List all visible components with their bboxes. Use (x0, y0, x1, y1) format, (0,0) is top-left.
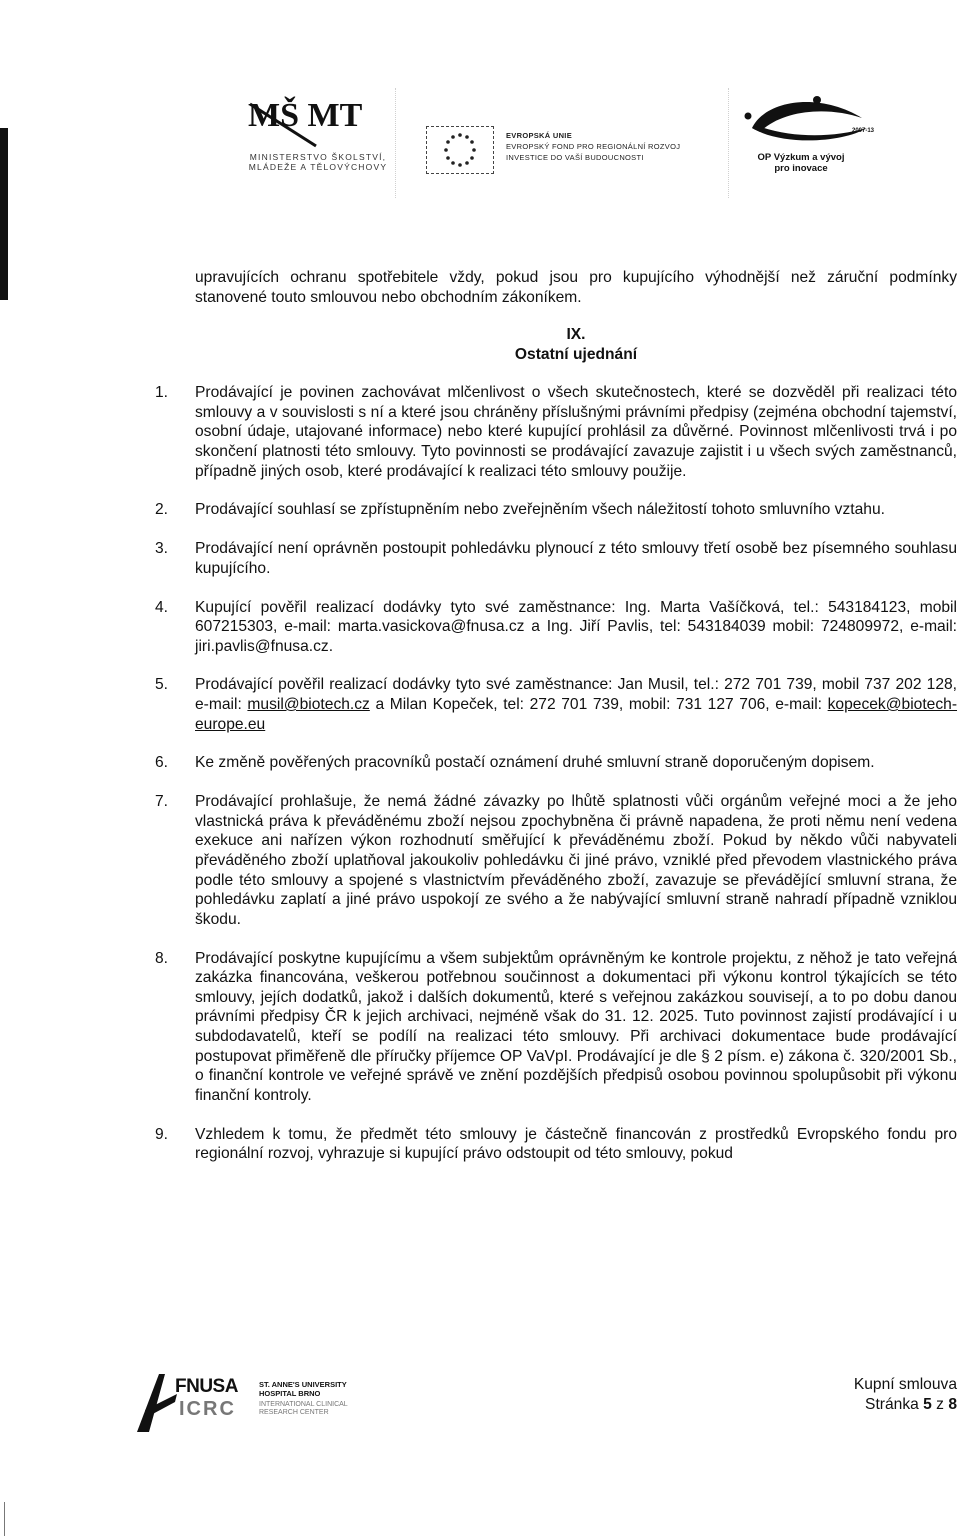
icrc-line2: RESEARCH CENTER (259, 1409, 329, 1416)
clause-text: Kupující pověřil realizací dodávky tyto své zaměstnance: Ing. Marta Vašíčková, tel.: 543184123, mobil 607215303, e-mail: marta.vasickova@fnusa.cz a Ing. Jiří Pavlis, tel: 543184039 mobil: 724809972, e-mail: jiri.pavlis@fnusa.cz. (195, 598, 957, 655)
scan-edge-mark (0, 128, 8, 300)
page-indicator (854, 1395, 957, 1415)
clause-list (155, 383, 958, 1164)
section-title: Ostatní ujednání (514, 346, 638, 364)
clause-number: 3. (155, 540, 169, 558)
hospital-line2: HOSPITAL BRNO (259, 1389, 321, 1398)
eu-line1: EVROPSKÁ UNIE (506, 131, 572, 140)
msmt-line2: MLÁDEŽE A TĚLOVÝCHOVY (248, 162, 388, 172)
document-body (155, 268, 958, 1183)
page-total: 8 (948, 1395, 957, 1413)
clause-text: Prodávající je povinen zachovávat mlčenlivost o všech skutečnostech, které se dozvěděl při realizaci této smlouvy a v souvislosti s ní a které jsou chráněny příslušnými právními předpisy (zejména obchodní tajemství, osobní údaje, utajované informace) nebo které kupující prohlásil za důvěrné. Povinnost mlčenlivosti trvá i po skončení platnosti této smlouvy. Tyto povinnosti se prodávající zavazuje zajistit i u všech svých zaměstnanců, případně jiných osob, které prodávající k realizaci této smlouvy použije. (195, 384, 957, 480)
fnusa-a-mark-icon (135, 1372, 179, 1434)
clause-item (155, 949, 957, 1106)
clause-text: Prodávající poskytne kupujícímu a všem subjektům oprávněným ke kontrole projektu, z něhož je tato veřejná zakázka financována, veškerou potřebnou součinnost a dokumentaci při výkonu kontrol týkajících se této smlouvy, jejích dodatků, jakož i dalších dokumentů, které s veřejnou zakázkou souvisejí, a to po dobu danou právními předpisy ČR k jejich archivaci, nejméně však do 31. 12. 2025. Tuto povinnost zajistí prodávající i u subdodavatelů, kteří se podílí na realizaci této smlouvy. Při archivaci dokumentace bude prodávající postupovat přiměřeně dle příručky příjemce OP VaVpI. Prodávající je dle § 2 písm. e) zákona č. 320/2001 Sb., o finanční kontrole ve veřejné správě ve znění pozdějších předpisů osobou povinnou spolupůsobit při výkonu finanční kontroly. (195, 949, 957, 1104)
clause-text: Prodávající prohlašuje, že nemá žádné závazky po lhůtě splatnosti vůči orgánům veřejné moci a že jeho vlastnická práva k převáděnému zboží nejsou zpochybněna či právně napadena, že proti němu není vedena exekuce ani nařízen výkon rozhodnutí směřující k převáděnému zboží. Pokud by někdo vůči nabyvateli převáděného zboží uplatňoval jakoukoliv pohledávku či jiné právo, vzniklé před převodem vlastnického práva podle této smlouvy a spojené s vlastnictvím převáděného zboží, zavazuje se převádějící smluvní strana, že pohledávku zaplatí a jiné právo uspokojí ze svého a že nabývající smluvní straně nahradí případně vzniklou škodu. (195, 793, 957, 928)
clause-item (155, 383, 957, 481)
clause-item (155, 753, 957, 773)
op-line1: OP Výzkum a vývoj (757, 152, 845, 163)
scan-edge-tick (4, 1502, 5, 1536)
clause-text: Vzhledem k tomu, že předmět této smlouvy je částečně financován z prostředků Evropského fondu pro regionální rozvoj, vyhrazuje si kupující právo odstoupit od této smlouvy, pokud (195, 1125, 957, 1163)
intro-paragraph: upravujících ochranu spotřebitele vždy, pokud jsou pro kupujícího výhodnější než záruční podmínky stanovené touto smlouvou nebo obchodním zákoníkem. (195, 269, 957, 306)
fnusa-name: FNUSA (175, 1376, 238, 1397)
clause-number: 6. (155, 754, 169, 772)
section-number: IX. (566, 326, 586, 344)
page-of: z (936, 1395, 944, 1413)
eu-logo (426, 126, 726, 176)
msmt-mark-text: MŠ MT (248, 97, 363, 134)
op-years: 2007-13 (852, 128, 875, 134)
clause-text: Prodávající pověřil realizací dodávky tyto své zaměstnance: Jan Musil, tel.: 272 701 739, mobil 737 202 128, e-mail: (195, 676, 957, 714)
clause-number: 4. (155, 598, 169, 616)
clause-item (155, 598, 957, 657)
icrc-name: ICRC (179, 1398, 236, 1420)
hospital-line1: ST. ANNE'S UNIVERSITY (259, 1380, 347, 1389)
page-footer (854, 1375, 957, 1414)
eu-flag-icon (426, 126, 494, 174)
clause-text: a Milan Kopeček, tel: 272 701 739, mobil: 731 127 706, e-mail: (369, 696, 828, 714)
op-line2: pro inovace (774, 163, 828, 174)
clause-number: 9. (155, 1125, 169, 1143)
page-word: Stránka (865, 1395, 919, 1413)
op-vavpi-logo (712, 88, 912, 188)
clause-text: Prodávající souhlasí se zpřístupněním nebo zveřejněním všech náležitostí tohoto smluvního vztahu. (195, 501, 885, 519)
clause-text: Prodávající není oprávněn postoupit pohledávku plynoucí z této smlouvy třetí osobě bez písemného souhlasu kupujícího. (195, 540, 957, 577)
clause-item (155, 792, 957, 929)
email-link-musil[interactable]: musil@biotech.cz (247, 696, 370, 714)
clause-number: 7. (155, 793, 169, 811)
clause-item (155, 675, 958, 734)
icrc-line1: INTERNATIONAL CLINICAL (259, 1401, 348, 1408)
fnusa-logo (135, 1370, 395, 1436)
email-link-kopecek[interactable]: kopecek@biotech-europe.eu (195, 696, 958, 733)
clause-item (155, 500, 957, 520)
eu-line2: EVROPSKÝ FOND PRO REGIONÁLNÍ ROZVOJ (506, 142, 681, 151)
document-title: Kupní smlouva (853, 1376, 957, 1393)
clause-text: Ke změně pověřených pracovníků postačí oznámení druhé smluvní straně doporučeným dopisem. (195, 754, 875, 772)
clause-item (155, 1125, 957, 1164)
clause-number: 2. (155, 501, 169, 519)
msmt-mark-icon (246, 96, 363, 152)
clause-number: 8. (155, 949, 169, 967)
clause-item (155, 539, 957, 578)
clause-number: 5. (155, 676, 169, 694)
clause-number: 1. (155, 384, 169, 402)
msmt-logo (228, 96, 408, 176)
eu-line3: INVESTICE DO VAŠÍ BUDOUCNOSTI (506, 153, 644, 162)
msmt-line1: MINISTERSTVO ŠKOLSTVÍ, (249, 152, 387, 162)
op-swoosh-icon (712, 88, 912, 152)
section-heading (195, 325, 957, 365)
page-current: 5 (923, 1395, 932, 1413)
